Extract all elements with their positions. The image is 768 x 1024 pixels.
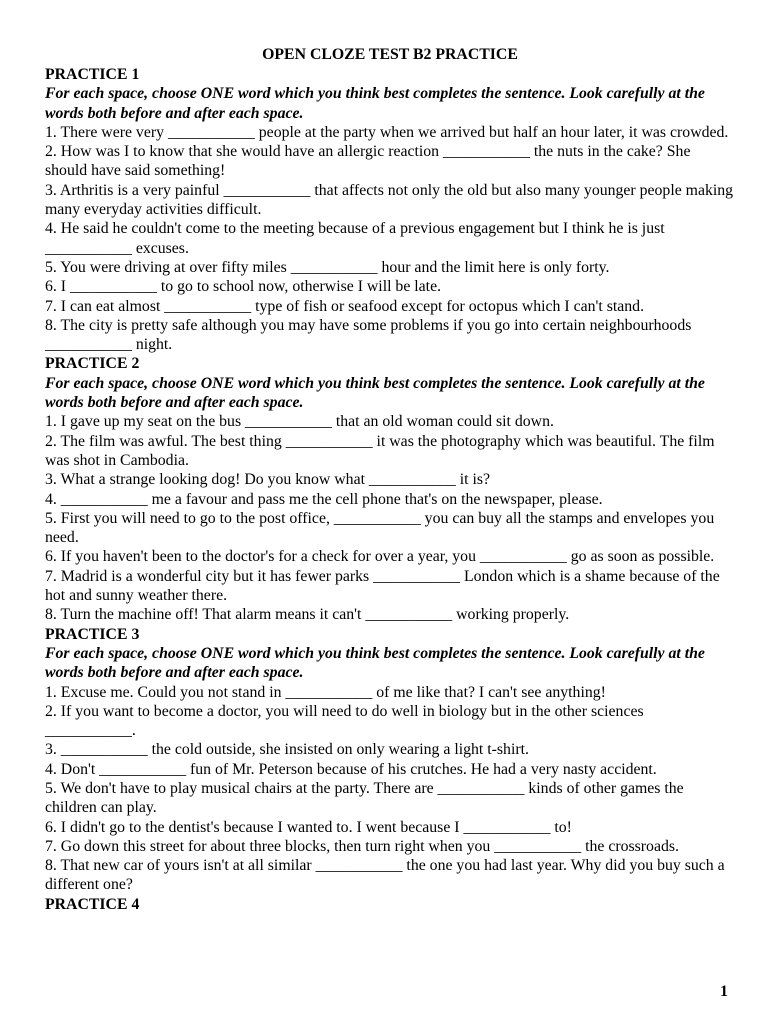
- document-body: [45, 45, 738, 914]
- question-item: 1. Excuse me. Could you not stand in ___________ of me like that? I can't see anything!: [45, 683, 606, 701]
- practice-section: [45, 895, 735, 914]
- question-item: 2. How was I to know that she would have an allergic reaction ___________ the nuts in the cake? She should have said something!: [45, 143, 695, 180]
- practice-section: [45, 625, 735, 895]
- question-item: 7. I can eat almost ___________ type of fish or seafood except for octopus which I can't stand.: [45, 297, 645, 315]
- question-item: 2. If you want to become a doctor, you will need to do well in biology but in the other sciences ___________.: [45, 702, 648, 740]
- question-item: 8. That new car of yours isn't at all similar ___________ the one you had last year. Why did you buy such a different one?: [45, 857, 729, 894]
- question-item: 5. We don't have to play musical chairs at the party. There are ___________ kinds of other games the children can play.: [45, 779, 688, 817]
- page-number: 1: [720, 983, 728, 1000]
- question-item: 4. He said he couldn't come to the meeting because of a previous engagement but I think he is just ___________ excuses.: [45, 220, 669, 257]
- practice-sections: [45, 65, 738, 914]
- question-item: 3. ___________ the cold outside, she insisted on only wearing a light t-shirt.: [45, 741, 529, 759]
- section-instruction: For each space, choose ONE word which you think best completes the sentence. Look carefully at the words both before and after each space.: [45, 644, 705, 682]
- question-item: 5. First you will need to go to the post office, ___________ you can buy all the stamps and envelopes you need.: [45, 509, 719, 547]
- question-item: 6. I didn't go to the dentist's because I wanted to. I went because I ___________ to!: [45, 818, 572, 836]
- question-item: 3. What a strange looking dog! Do you know what ___________ it is?: [45, 471, 491, 489]
- section-instruction: For each space, choose ONE word which you think best completes the sentence. Look carefully at the words both before and after each space.: [45, 85, 705, 122]
- question-item: 8. The city is pretty safe although you may have some problems if you go into certain neighbourhoods ___________ night.: [45, 316, 696, 354]
- question-item: 6. If you haven't been to the doctor's for a check for over a year, you ___________ go as soon as possible.: [45, 548, 715, 566]
- question-item: 2. The film was awful. The best thing ___________ it was the photography which was beautiful. The film was shot in Cambodia.: [45, 432, 719, 469]
- practice-section: [45, 354, 735, 624]
- question-item: 5. You were driving at over fifty miles ___________ hour and the limit here is only forty.: [45, 258, 610, 276]
- question-item: 7. Madrid is a wonderful city but it has fewer parks ___________ London which is a shame because of the hot and sunny weather there.: [45, 567, 724, 605]
- question-item: 1. There were very ___________ people at the party when we arrived but half an hour later, it was crowded.: [45, 123, 729, 141]
- question-item: 4. Don't ___________ fun of Mr. Peterson because of his crutches. He had a very nasty accident.: [45, 760, 657, 778]
- section-heading: PRACTICE 3: [45, 625, 140, 643]
- question-list: [45, 683, 735, 895]
- question-item: 3. Arthritis is a very painful ___________ that affects not only the old but also many younger people making many everyday activities difficult.: [45, 181, 738, 219]
- question-item: 7. Go down this street for about three blocks, then turn right when you ___________ the crossroads.: [45, 837, 679, 855]
- document-title: OPEN CLOZE TEST B2 PRACTICE: [262, 46, 518, 63]
- question-list: [45, 412, 735, 624]
- question-item: 1. I gave up my seat on the bus ___________ that an old woman could sit down.: [45, 413, 554, 431]
- question-item: 6. I ___________ to go to school now, otherwise I will be late.: [45, 278, 442, 296]
- question-item: 8. Turn the machine off! That alarm means it can't ___________ working properly.: [45, 606, 570, 624]
- practice-section: [45, 65, 738, 354]
- section-instruction: For each space, choose ONE word which you think best completes the sentence. Look carefully at the words both before and after each space.: [45, 374, 705, 412]
- section-heading: PRACTICE 1: [45, 66, 140, 83]
- question-item: 4. ___________ me a favour and pass me the cell phone that's on the newspaper, please.: [45, 490, 603, 508]
- section-heading: PRACTICE 4: [45, 895, 140, 913]
- question-list: [45, 123, 738, 355]
- section-heading: PRACTICE 2: [45, 355, 140, 373]
